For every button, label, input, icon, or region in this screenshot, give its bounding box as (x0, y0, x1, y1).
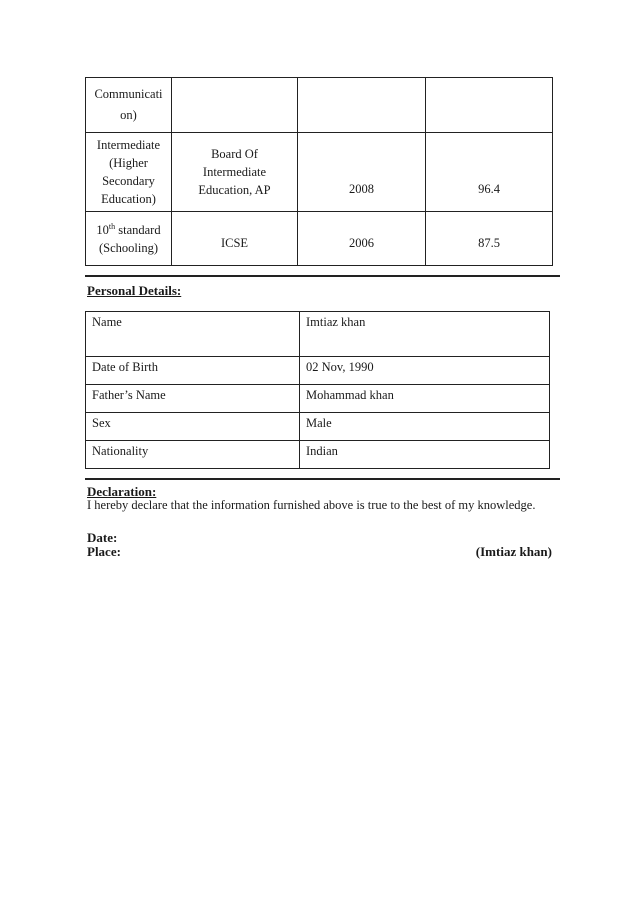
qualification-line: Education) (101, 192, 156, 206)
board-line: Education, AP (198, 183, 271, 197)
table-row (86, 133, 553, 212)
qualification-base: 10 (96, 222, 109, 237)
field-value: Indian (300, 441, 550, 469)
qualification-cell (86, 212, 172, 266)
board-cell (172, 78, 298, 133)
year-cell: 2006 (298, 212, 426, 266)
board-line: Intermediate (202, 165, 267, 179)
field-value: Mohammad khan (300, 385, 550, 413)
qualification-line: (Higher (109, 156, 148, 170)
date-label: Date: (87, 530, 118, 545)
qualification-line: (Schooling) (98, 240, 159, 255)
table-row (86, 357, 550, 385)
qualification-rest: standard (115, 222, 161, 237)
field-value: 02 Nov, 1990 (300, 357, 550, 385)
declaration-text: I hereby declare that the information furnished above is true to the best of my knowledge. (87, 498, 536, 512)
year-cell (298, 78, 426, 133)
field-label: Name (86, 312, 300, 357)
board-line: Board Of (211, 147, 258, 161)
section-divider (85, 478, 560, 480)
table-row (86, 385, 550, 413)
section-divider (85, 275, 560, 277)
field-label: Sex (86, 413, 300, 441)
score-cell: 87.5 (426, 212, 553, 266)
table-row (86, 441, 550, 469)
personal-details-title: Personal Details: (87, 283, 182, 298)
qualification-cell (86, 133, 172, 212)
board-cell (172, 133, 298, 212)
field-label: Father’s Name (86, 385, 300, 413)
qualification-line: on) (120, 108, 137, 122)
qualification-sup: th (108, 221, 116, 231)
score-cell (426, 78, 553, 133)
qualification-line: Secondary (102, 174, 155, 188)
field-value: Imtiaz khan (300, 312, 550, 357)
field-value: Male (300, 413, 550, 441)
table-row (86, 312, 550, 357)
field-label: Date of Birth (86, 357, 300, 385)
qualification-line: Intermediate (96, 138, 161, 152)
qualification-line: Communicati (94, 87, 163, 101)
declaration-title: Declaration: (87, 484, 157, 499)
table-row (86, 413, 550, 441)
signature-name: (Imtiaz khan) (475, 544, 552, 559)
field-label: Nationality (86, 441, 300, 469)
score-cell: 96.4 (426, 133, 553, 212)
board-cell: ICSE (172, 212, 298, 266)
place-label: Place: (87, 544, 121, 559)
table-row (86, 78, 553, 133)
table-row (86, 212, 553, 266)
qualification-cell (86, 78, 172, 133)
personal-details-table (85, 311, 550, 469)
education-table (85, 77, 553, 266)
year-cell: 2008 (298, 133, 426, 212)
